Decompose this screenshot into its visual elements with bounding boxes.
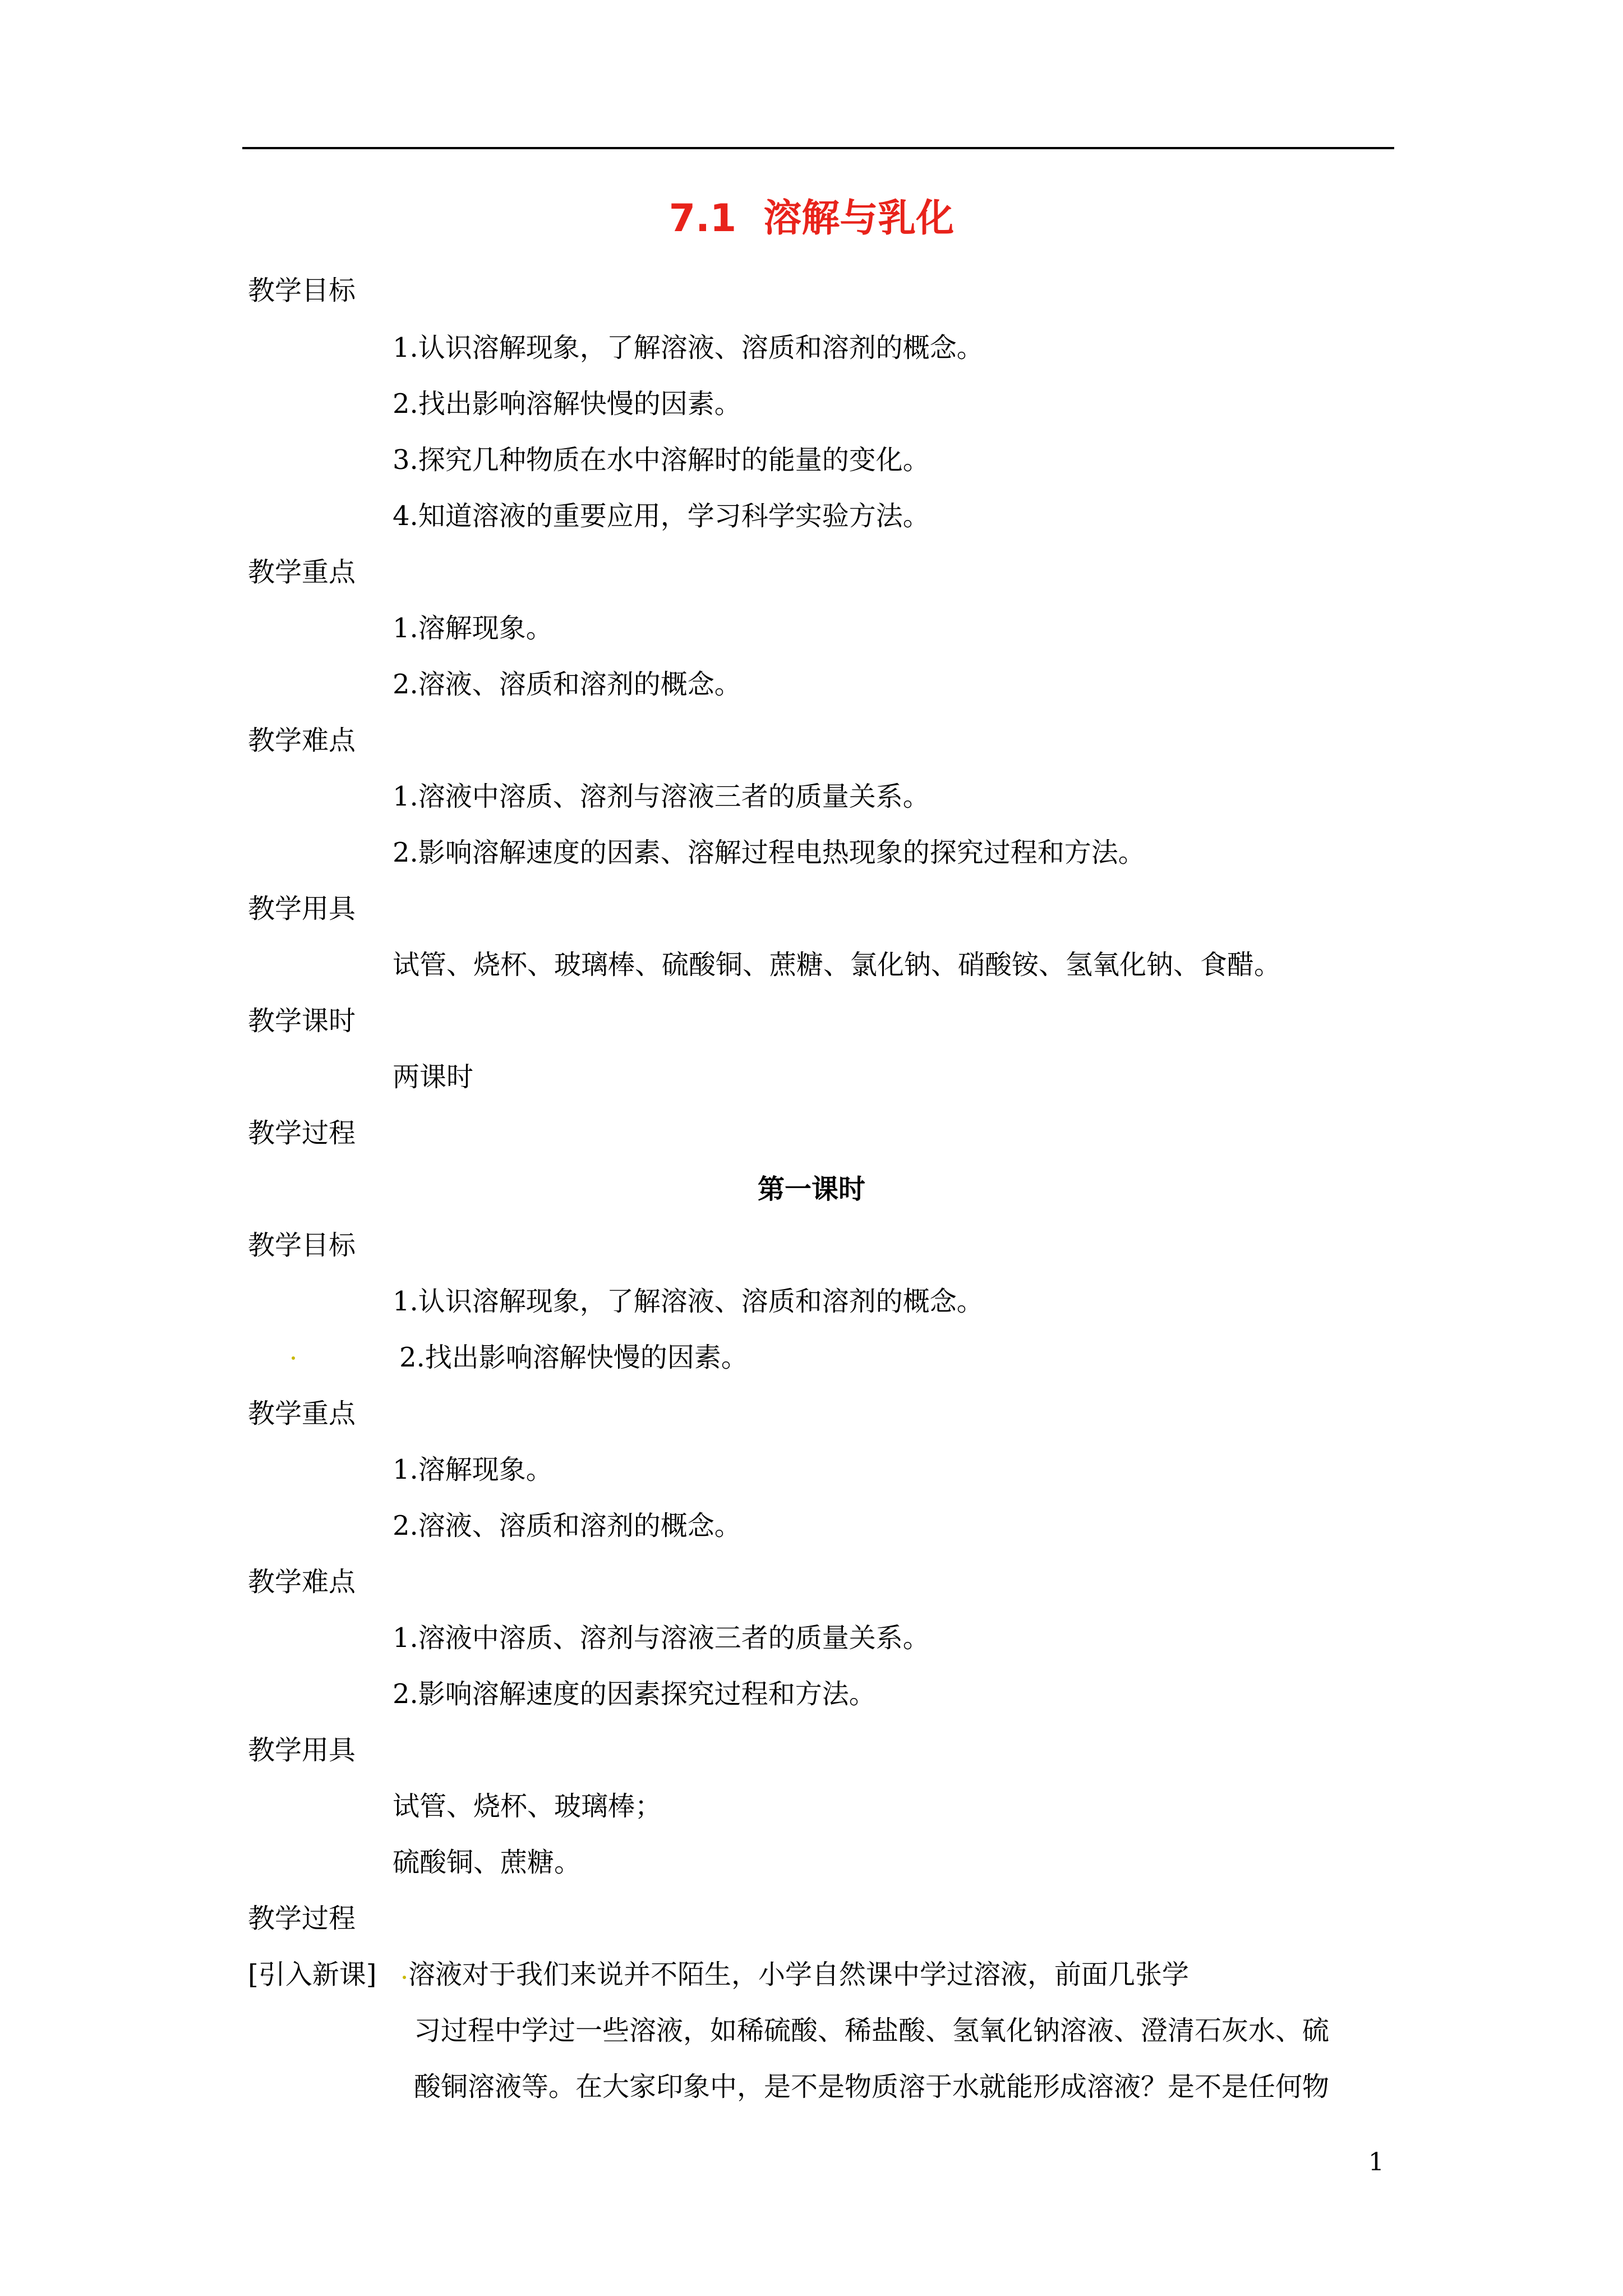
lesson-key-item: 2.溶液、溶质和溶剂的概念。	[393, 1510, 741, 1542]
process-heading: 教学过程	[248, 1117, 356, 1149]
tools-heading: 教学用具	[248, 893, 356, 924]
lesson-difficulty-item: 1.溶液中溶质、溶剂与溶液三者的质量关系。	[393, 1622, 930, 1654]
goal-item: 3.探究几种物质在水中溶解时的能量的变化。	[393, 444, 930, 476]
title-number: 7.1	[668, 196, 737, 241]
lesson-key-heading: 教学重点	[248, 1398, 356, 1429]
header-rule	[242, 147, 1394, 149]
lesson-goals-heading: 教学目标	[248, 1230, 356, 1261]
page-number: 1	[1368, 2148, 1384, 2177]
difficulty-item: 1.溶液中溶质、溶剂与溶液三者的质量关系。	[393, 781, 930, 812]
lesson-goal-item: 2.找出影响溶解快慢的因素。	[399, 1342, 748, 1373]
key-item: 2.溶液、溶质和溶剂的概念。	[393, 669, 741, 700]
lesson-tools-item: 试管、烧杯、玻璃棒；	[393, 1791, 662, 1822]
key-heading: 教学重点	[248, 556, 356, 588]
intro-line: 酸铜溶液等。在大家印象中，是不是物质溶于水就能形成溶液？是不是任何物	[414, 2071, 1330, 2102]
lesson-heading: 第一课时	[757, 1174, 865, 1205]
difficulty-item: 2.影响溶解速度的因素、溶解过程电热现象的探究过程和方法。	[393, 837, 1145, 868]
difficulty-heading: 教学难点	[248, 725, 356, 756]
key-item: 1.溶解现象。	[393, 613, 553, 644]
hours-value: 两课时	[393, 1061, 474, 1093]
intro-line: 习过程中学过一些溶液，如稀硫酸、稀盐酸、氢氧化钠溶液、澄清石灰水、硫	[414, 2015, 1330, 2046]
lesson-tools-item: 硫酸铜、蔗糖。	[393, 1847, 582, 1878]
intro-line: 溶液对于我们来说并不陌生，小学自然课中学过溶液，前面几张学	[408, 1959, 1189, 1990]
page-title	[0, 196, 1623, 241]
tools-list: 试管、烧杯、玻璃棒、硫酸铜、蔗糖、氯化钠、硝酸铵、氢氧化钠、食醋。	[393, 949, 1281, 981]
lesson-goal-item: 1.认识溶解现象，了解溶液、溶质和溶剂的概念。	[393, 1286, 984, 1317]
marker-dot	[292, 1356, 295, 1360]
intro-tag: [引入新课]	[248, 1959, 377, 1990]
lesson-key-item: 1.溶解现象。	[393, 1454, 553, 1485]
goal-item: 2.找出影响溶解快慢的因素。	[393, 388, 741, 420]
goal-item: 4.知道溶液的重要应用，学习科学实验方法。	[393, 500, 930, 532]
goals-heading: 教学目标	[248, 275, 356, 306]
goal-item: 1.认识溶解现象，了解溶液、溶质和溶剂的概念。	[393, 332, 984, 364]
hours-heading: 教学课时	[248, 1005, 356, 1037]
lesson-process-heading: 教学过程	[248, 1903, 356, 1934]
lesson-difficulty-heading: 教学难点	[248, 1566, 356, 1598]
lesson-tools-heading: 教学用具	[248, 1734, 356, 1766]
marker-dot	[403, 1976, 406, 1979]
title-text: 溶解与乳化	[763, 196, 955, 241]
lesson-difficulty-item: 2.影响溶解速度的因素探究过程和方法。	[393, 1678, 876, 1710]
